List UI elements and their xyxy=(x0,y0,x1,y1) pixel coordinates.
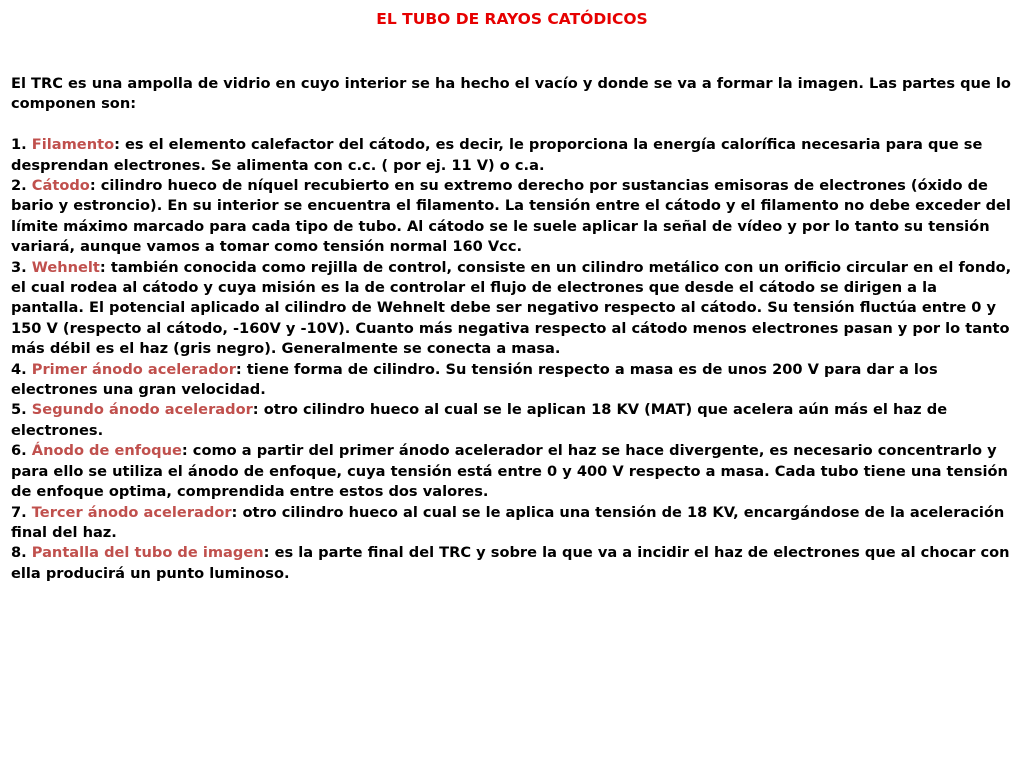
paragraph-spacer xyxy=(11,115,1014,135)
item-number: 5. xyxy=(11,401,32,419)
item-term: Cátodo xyxy=(31,177,90,195)
item-number: 3. xyxy=(11,258,32,276)
item-number: 6. xyxy=(11,442,32,460)
item-term: Primer ánodo acelerador xyxy=(31,360,236,378)
list-item-wehnelt xyxy=(11,258,1014,360)
item-text: : otro cilindro hueco al cual se le aplican 18 KV (MAT) que acelera aún más el haz de electrones. xyxy=(11,401,948,439)
item-text: : también conocida como rejilla de control, consiste en un cilindro metálico con un orificio circular en el fondo, el cual rodea al cátodo y cuya misión es la de controlar el flujo de electrones que desde el cátodo se dirigen a la pantalla. El potencial aplicado al cilindro de Wehnelt debe ser negativo respecto al cátodo. Su tensión fluctúa entre 0 y 150 V (respecto al cátodo, -160V y -10V). Cuanto más negativa respecto al cátodo menos electrones pasan y por lo tanto más débil es el haz (gris negro). Generalmente se conecta a masa. xyxy=(11,258,1012,358)
list-item-catodo xyxy=(11,176,1014,258)
item-text: : cilindro hueco de níquel recubierto en su extremo derecho por sustancias emisoras de electrones (óxido de bario y estroncio). En su interior se encuentra el filamento. La tensión entre el cátodo y el filamento no debe exceder del límite máximo marcado para cada tipo de tubo. Al cátodo se le suele aplicar la señal de vídeo y por lo tanto su tensión variará, aunque vamos a tomar como tensión normal 160 Vcc. xyxy=(11,177,1011,256)
item-text: : como a partir del primer ánodo acelerador el haz se hace divergente, es necesario concentrarlo y para ello se utiliza el ánodo de enfoque, cuya tensión está entre 0 y 400 V respecto a masa. Cada tubo tiene una tensión de enfoque optima, comprendida entre estos dos valores. xyxy=(11,442,1008,501)
item-number: 2. xyxy=(11,177,32,195)
list-item-tercer-anodo xyxy=(11,503,1014,544)
item-text: : es el elemento calefactor del cátodo, es decir, le proporciona la energía calorífica necesaria para que se desprendan electrones. Se alimenta con c.c. ( por ej. 11 V) o c.a. xyxy=(11,136,983,174)
list-item-filamento xyxy=(11,135,1014,176)
item-term: Filamento xyxy=(31,136,115,154)
intro-paragraph: El TRC es una ampolla de vidrio en cuyo interior se ha hecho el vacío y donde se va a formar la imagen. Las partes que lo componen son: xyxy=(11,75,1011,113)
item-term: Tercer ánodo acelerador xyxy=(31,503,232,521)
list-item-primer-anodo xyxy=(11,360,1014,401)
item-term: Pantalla del tubo de imagen xyxy=(31,544,264,562)
list-item-pantalla xyxy=(11,543,1014,584)
item-number: 8. xyxy=(11,544,32,562)
body-text xyxy=(11,74,1014,584)
item-term: Segundo ánodo acelerador xyxy=(31,401,253,419)
item-text: : otro cilindro hueco al cual se le aplica una tensión de 18 KV, encargándose de la aceleración final del haz. xyxy=(11,503,1005,541)
item-text: : es la parte final del TRC y sobre la que va a incidir el haz de electrones que al chocar con ella producirá un punto luminoso. xyxy=(11,544,1010,582)
list-item-anodo-enfoque xyxy=(11,441,1014,502)
item-term: Wehnelt xyxy=(31,258,100,276)
item-term: Ánodo de enfoque xyxy=(31,442,182,460)
page-title: EL TUBO DE RAYOS CATÓDICOS xyxy=(376,10,648,28)
item-number: 4. xyxy=(11,360,32,378)
item-number: 7. xyxy=(11,503,32,521)
list-item-segundo-anodo xyxy=(11,400,1014,441)
item-number: 1. xyxy=(11,136,32,154)
item-text: : tiene forma de cilindro. Su tensión respecto a masa es de unos 200 V para dar a los electrones una gran velocidad. xyxy=(11,360,938,399)
